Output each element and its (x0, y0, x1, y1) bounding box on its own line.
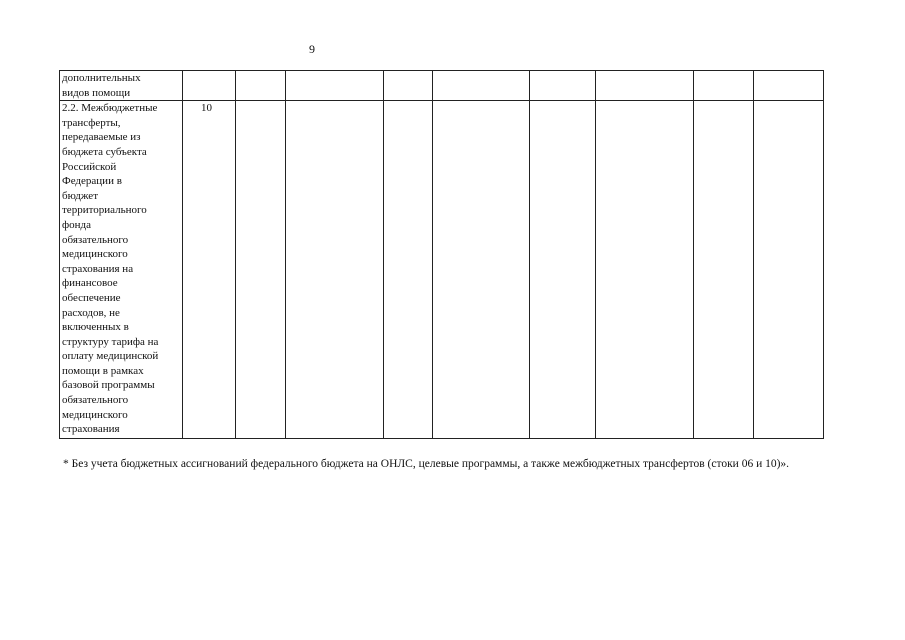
table-row (60, 71, 824, 101)
empty-cell (596, 101, 694, 439)
empty-cell (530, 101, 596, 439)
empty-cell (596, 71, 694, 101)
row-label: дополнительных видов помощи (60, 71, 183, 101)
empty-cell (236, 101, 286, 439)
table-row (60, 101, 824, 439)
budget-table (59, 70, 824, 439)
line-code-cell: 10 (183, 101, 236, 439)
footnote: * Без учета бюджетных ассигнований федерального бюджета на ОНЛС, целевые программы, а также межбюджетных трансфертов (стоки 06 и 10)». (63, 458, 790, 470)
empty-cell (236, 71, 286, 101)
empty-cell (694, 71, 754, 101)
empty-cell (433, 101, 530, 439)
empty-cell (694, 101, 754, 439)
empty-cell (433, 71, 530, 101)
empty-cell (754, 101, 824, 439)
line-code-cell (183, 71, 236, 101)
empty-cell (286, 71, 384, 101)
empty-cell (530, 71, 596, 101)
row-label: 2.2. Межбюджетные трансферты, передаваемые из бюджета субъекта Российской Федерации в бюджет территориального фонда обязательного медицинского страхования на финансовое обеспечение расходов, не включенных в структуру тарифа на оплату медицинской помощи в рамках базовой программы обязательного медицинского страхования (60, 101, 183, 439)
empty-cell (384, 101, 433, 439)
empty-cell (754, 71, 824, 101)
page-number: 9 (309, 42, 315, 56)
empty-cell (384, 71, 433, 101)
empty-cell (286, 101, 384, 439)
